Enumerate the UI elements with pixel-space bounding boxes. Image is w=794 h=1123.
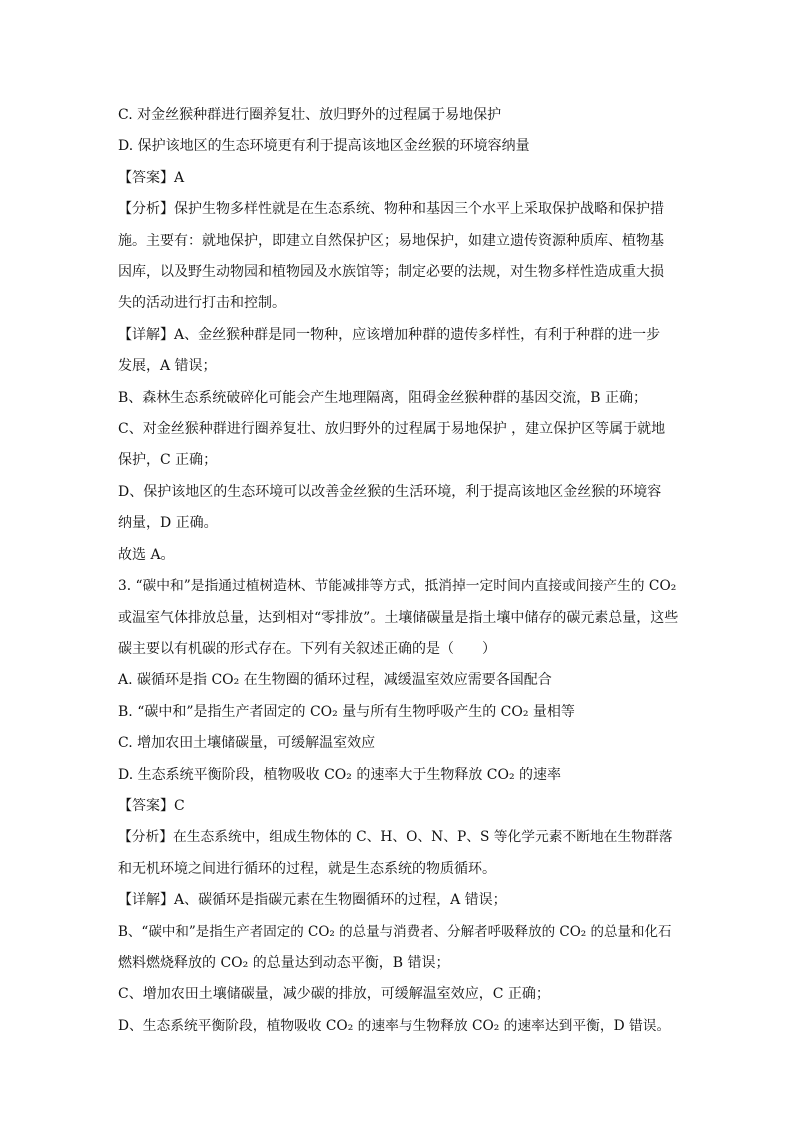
q3-option-d: D. 生态系统平衡阶段，植物吸收 CO₂ 的速率大于生物释放 CO₂ 的速率 xyxy=(118,766,562,783)
q3-analysis-line: 【分析】在生态系统中，组成生物体的 C、H、O、N、P、S 等化学元素不断地在生物群落 xyxy=(118,829,673,846)
q3-detail-line: D、生态系统平衡阶段，植物吸收 CO₂ 的速率与生物释放 CO₂ 的速率达到平衡，D 错误。 xyxy=(118,1017,671,1034)
q2-detail-line: B、森林生态系统破碎化可能会产生地理隔离，阻碍金丝猴种群的基因交流，B 正确； xyxy=(118,389,648,406)
q3-detail-line: 【详解】A、碳循环是指碳元素在生物圈循环的过程，A 错误； xyxy=(118,892,507,909)
q3-option-c: C. 增加农田土壤储碳量，可缓解温室效应 xyxy=(118,735,376,752)
q3-stem-line: 碳主要以有机碳的形式存在。下列有关叙述正确的是（ ） xyxy=(118,640,496,657)
q2-analysis-line: 失的活动进行打击和控制。 xyxy=(118,295,286,312)
q2-detail-line: 发展，A 错误； xyxy=(118,358,217,375)
q2-analysis-line: 施。主要有：就地保护，即建立自然保护区；易地保护，如建立遗传资源种质库、植物基 xyxy=(118,232,664,249)
q3-option-b: B. “碳中和”是指生产者固定的 CO₂ 量与所有生物呼吸产生的 CO₂ 量相等 xyxy=(118,703,575,720)
q3-stem-line: 或温室气体排放总量，达到相对“零排放”。土壤储碳量是指土壤中储存的碳元素总量，这些 xyxy=(118,609,679,626)
q2-detail-line: 纳量，D 正确。 xyxy=(118,515,218,532)
q2-analysis-line: 因库，以及野生动物园和植物园及水族馆等；制定必要的法规，对生物多样性造成重大损 xyxy=(118,264,664,281)
q3-analysis-line: 和无机环境之间进行循环的过程，就是生态系统的物质循环。 xyxy=(118,860,496,877)
q2-conclusion: 故选 A。 xyxy=(118,546,175,563)
q2-answer: 【答案】A xyxy=(118,169,185,186)
q3-answer: 【答案】C xyxy=(118,797,185,814)
q2-detail-line: 保护，C 正确； xyxy=(118,452,218,469)
q3-detail-line: B、“碳中和”是指生产者固定的 CO₂ 的总量与消费者、分解者呼吸释放的 CO₂ 的总量和化石 xyxy=(118,923,672,940)
q2-option-d: D. 保护该地区的生态环境更有利于提高该地区金丝猴的环境容纳量 xyxy=(118,138,530,155)
q3-option-a: A. 碳循环是指 CO₂ 在生物圈的循环过程，减缓温室效应需要各国配合 xyxy=(118,672,552,689)
document-page xyxy=(118,100,678,1042)
q2-option-c: C. 对金丝猴种群进行圈养复壮、放归野外的过程属于易地保护 xyxy=(118,107,502,123)
q3-detail-line: C、增加农田土壤储碳量，减少碳的排放，可缓解温室效应，C 正确； xyxy=(118,986,550,1003)
q3-stem-line: 3. “碳中和”是指通过植树造林、节能减排等方式，抵消掉一定时间内直接或间接产生的 CO₂ xyxy=(118,578,677,595)
q2-detail-line: C、对金丝猴种群进行圈养复壮、放归野外的过程属于易地保护 ，建立保护区等属于就地 xyxy=(118,421,666,438)
q2-analysis-line: 【分析】保护生物多样性就是在生态系统、物种和基因三个水平上采取保护战略和保护措 xyxy=(118,201,664,218)
q2-detail-line: D、保护该地区的生态环境可以改善金丝猴的生活环境，利于提高该地区金丝猴的环境容 xyxy=(118,483,662,500)
q3-detail-line: 燃料燃烧释放的 CO₂ 的总量达到动态平衡，B 错误； xyxy=(118,954,450,971)
q2-detail-line: 【详解】A、金丝猴种群是同一物种，应该增加种群的遗传多样性，有利于种群的进一步 xyxy=(118,326,661,343)
